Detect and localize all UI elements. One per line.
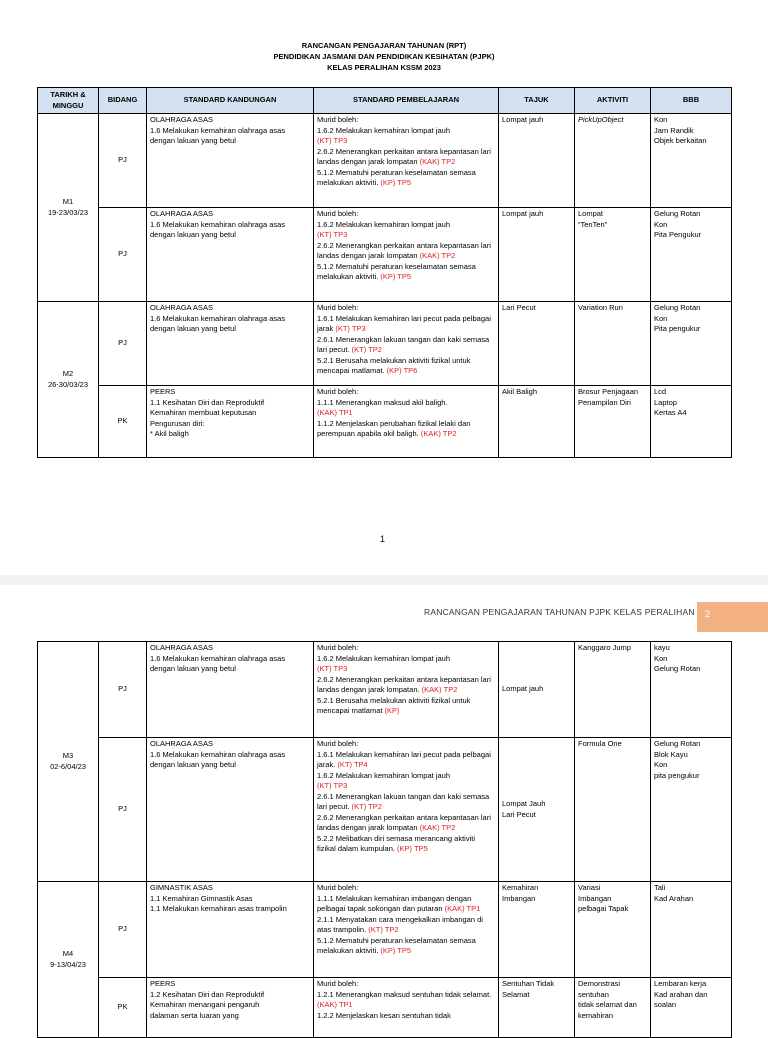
table-row (38, 208, 732, 302)
sk-line: PEERS (150, 979, 176, 988)
bbb-line: Kon (654, 653, 668, 663)
aktiviti-line: Kanggaro Jump (578, 643, 631, 652)
sp-level-tag: (KAK) TP2 (419, 823, 456, 832)
sp-line (317, 1011, 495, 1022)
tajuk-line: Kemahiran (502, 883, 539, 892)
aktiviti-cell (575, 978, 651, 1038)
sk-line: OLAHRAGA ASAS (150, 739, 213, 748)
bbb-line: Jam Randik (654, 125, 694, 135)
sp-level-tag: (KAK) TP2 (419, 157, 456, 166)
sp-level-tag: (KT) TP3 (335, 324, 366, 333)
sp-text: Murid boleh: (317, 115, 359, 124)
sp-line (317, 936, 495, 957)
sp-text: Murid boleh: (317, 303, 359, 312)
aktiviti-line: kemahiran (578, 1010, 614, 1020)
bbb-line: pita pengukur (654, 770, 700, 780)
aktiviti-line: Formula One (578, 739, 622, 748)
sp-line (317, 883, 495, 894)
bbb-line: kayu (654, 643, 670, 652)
aktiviti-cell (575, 882, 651, 978)
bbb-line: Blok Kayu (654, 749, 688, 759)
bbb-line: Gelung Rotan (654, 303, 701, 312)
bidang-cell: PJ (99, 302, 147, 386)
sp-text: 5.2.1 Berusaha melakukan aktiviti fizikal untuk mencapai matlamat (317, 695, 471, 715)
sp-text: 5.1.2 Mematuhi peraturan keselamatan semasa melakukan aktiviti. (317, 261, 476, 281)
sp-text: 5.1.2 Mematuhi peraturan keselamatan semasa melakukan aktiviti. (317, 935, 476, 955)
sp-cell (314, 738, 499, 882)
bbb-cell (651, 302, 732, 386)
header-standard-kandungan: STANDARD KANDUNGAN (147, 88, 314, 114)
bbb-line: Gelung Rotan (654, 209, 701, 218)
sp-level-tag: (KT) TP2 (351, 802, 382, 811)
tajuk-cell (499, 642, 575, 738)
sp-text: 1.6.2 Melakukan kemahiran lompat jauh (317, 219, 450, 229)
bbb-cell (651, 208, 732, 302)
page-divider (0, 575, 768, 585)
aktiviti-line: Variasi (578, 883, 601, 892)
tajuk-cell (499, 386, 575, 458)
sp-level-tag: (KT) TP4 (337, 760, 368, 769)
sp-level-tag: (KAK) TP1 (317, 1000, 353, 1009)
sp-text: 2.1.1 Menyatakan cara mengekalkan imbangan di atas trampolin. (317, 914, 483, 934)
sp-line (317, 771, 495, 782)
sp-text: 1.6.2 Melakukan kemahiran lompat jauh (317, 653, 450, 663)
bbb-cell (651, 114, 732, 208)
week-cell: M1 19-23/03/23 (38, 114, 99, 302)
tajuk-line: Imbangan (502, 893, 536, 903)
sp-line (317, 834, 495, 855)
sp-level-tag: (KT) TP3 (317, 136, 348, 145)
bbb-line: Gelung Rotan (654, 739, 701, 748)
sp-cell (314, 386, 499, 458)
sp-text: Murid boleh: (317, 739, 359, 748)
sp-text: 1.6.2 Melakukan kemahiran lompat jauh (317, 770, 450, 780)
sp-line (317, 356, 495, 377)
sp-line (317, 419, 495, 440)
aktiviti-line: Brosur Penjagaan (578, 387, 639, 396)
tajuk-cell (499, 208, 575, 302)
sp-level-tag: (KP) TP5 (380, 178, 412, 187)
sp-line (317, 894, 495, 915)
header-bidang: BIDANG (99, 88, 147, 114)
sk-line: PEERS (150, 387, 176, 396)
bidang-cell: PJ (99, 114, 147, 208)
sp-level-tag: (KP) TP6 (386, 366, 418, 375)
tajuk-line: Lompat jauh (502, 115, 544, 124)
bbb-line: Lcd (654, 387, 667, 396)
sp-text: 2.6.2 Menerangkan perkaitan antara kepantasan lari landas dengan jarak lompatan (317, 812, 491, 832)
table-row (38, 978, 732, 1038)
sp-text: 2.6.2 Menerangkan perkaitan antara kepantasan lari landas dengan jarak lompatan. (317, 674, 491, 694)
sk-line: Kemahiran menangani pengaruh (150, 1000, 260, 1009)
rpt-table-page1 (37, 87, 732, 458)
bidang-cell: PK (99, 978, 147, 1038)
tajuk-line: Sentuhan Tidak (502, 979, 555, 988)
bbb-line: Kon (654, 115, 668, 124)
sk-cell (147, 642, 314, 738)
sp-text: 2.6.2 Menerangkan perkaitan antara kepantasan lari landas dengan jarak lompatan (317, 146, 491, 166)
bbb-cell (651, 386, 732, 458)
tajuk-line: Selamat (502, 989, 530, 999)
bbb-line: Laptop (654, 397, 677, 407)
aktiviti-line: PickUpObject (578, 115, 624, 124)
sp-level-tag: (KAK) TP2 (419, 251, 456, 260)
bbb-cell (651, 642, 732, 738)
aktiviti-line: tidak selamat dan (578, 1000, 637, 1009)
aktiviti-line: Lompat (578, 209, 604, 218)
sp-level-tag: (KT) TP2 (368, 925, 399, 934)
bbb-line: Kad Arahan (654, 893, 694, 903)
sk-line: * Akil baligh (150, 429, 189, 438)
header-tarikh: TARIKH & MINGGU (38, 88, 99, 114)
document-title (0, 40, 768, 73)
sp-line (317, 209, 495, 220)
sk-line: OLAHRAGA ASAS (150, 209, 213, 218)
sk-line: 1.6 Melakukan kemahiran olahraga asas dengan lakuan yang betul (150, 125, 286, 145)
bbb-line: Gelung Rotan (654, 664, 701, 673)
sk-line: 1.1 Kesihatan Diri dan Reproduktif (150, 397, 265, 407)
sp-text: Murid boleh: (317, 387, 359, 396)
header-aktiviti: AKTIVITI (575, 88, 651, 114)
sp-line (317, 314, 495, 335)
sp-level-tag: (KP) (384, 706, 400, 715)
sp-text: Murid boleh: (317, 643, 359, 652)
table-row (38, 386, 732, 458)
sp-line (317, 230, 495, 241)
bbb-line: Kad arahan dan soalan (654, 989, 708, 1009)
sp-line (317, 750, 495, 771)
sp-line (317, 654, 495, 665)
tajuk-line: Lompat jauh (502, 684, 544, 694)
aktiviti-line: Penampilan Diri (578, 397, 631, 407)
sp-text: 1.2.2 Menjelaskan kesan sentuhan tidak (317, 1010, 451, 1020)
table-row (38, 642, 732, 738)
bbb-cell (651, 978, 732, 1038)
tajuk-line: Lompat Jauh (502, 799, 546, 808)
tajuk-line: Lari Pecut (502, 809, 536, 819)
sk-line: 1.6 Melakukan kemahiran olahraga asas dengan lakuan yang betul (150, 749, 286, 769)
title-line-2: PENDIDIKAN JASMANI DAN PENDIDIKAN KESIHATAN (PJPK) (273, 52, 495, 61)
title-line-3: KELAS PERALIHAN KSSM 2023 (327, 63, 441, 72)
sp-line (317, 147, 495, 168)
sk-cell (147, 302, 314, 386)
sp-level-tag: (KT) TP2 (351, 345, 382, 354)
sk-line: Pengurusan diri: (150, 418, 205, 428)
rpt-table-page2 (37, 641, 732, 1038)
header-bbb: BBB (651, 88, 732, 114)
sp-line (317, 168, 495, 189)
sk-line: 1.1 Melakukan kemahiran asas trampolin (150, 904, 287, 913)
sp-text: 5.2.1 Berusaha melakukan aktiviti fizikal untuk mencapai matlamat. (317, 355, 471, 375)
sp-text: 1.1.1 Melakukan kemahiran imbangan dengan pelbagai tapak sokongan dan putaran (317, 893, 472, 913)
sp-line (317, 990, 495, 1011)
bbb-cell (651, 882, 732, 978)
bbb-cell (651, 738, 732, 882)
sp-level-tag: (KT) TP3 (317, 230, 348, 239)
aktiviti-cell (575, 114, 651, 208)
sp-line (317, 241, 495, 262)
aktiviti-line: Demonstrasi sentuhan (578, 979, 621, 999)
sp-level-tag: (KP) TP5 (380, 272, 412, 281)
aktiviti-cell (575, 642, 651, 738)
sk-line: dalaman serta luaran yang (150, 1010, 239, 1020)
bidang-cell: PJ (99, 642, 147, 738)
tajuk-line: Lompat jauh (502, 209, 544, 218)
sk-line: 1.2 Kesihatan Diri dan Reproduktif (150, 989, 265, 999)
week-cell: M2 26-30/03/23 (38, 302, 99, 458)
sp-cell (314, 208, 499, 302)
table-row (38, 738, 732, 882)
sk-line: OLAHRAGA ASAS (150, 303, 213, 312)
aktiviti-cell (575, 302, 651, 386)
sp-cell (314, 302, 499, 386)
aktiviti-line: Imbangan (578, 893, 612, 903)
aktiviti-line: Variation Run (578, 303, 623, 312)
sk-line: 1.1 Kemahiran Gimnastik Asas (150, 893, 253, 903)
bidang-cell: PJ (99, 208, 147, 302)
sp-text: Murid boleh: (317, 979, 359, 988)
sk-cell (147, 738, 314, 882)
bidang-cell: PK (99, 386, 147, 458)
bbb-line: Objek berkaitan (654, 136, 707, 145)
sp-text: 5.1.2 Mematuhi peraturan keselamatan semasa melakukan aktiviti. (317, 167, 476, 187)
page-number-1: 1 (380, 534, 386, 544)
sk-line: OLAHRAGA ASAS (150, 115, 213, 124)
table-row (38, 114, 732, 208)
sp-line (317, 136, 495, 147)
sp-text: 1.6.1 Melakukan kemahiran lari pecut pada pelbagai jarak. (317, 749, 491, 769)
sp-text: Murid boleh: (317, 883, 359, 892)
sp-line (317, 262, 495, 283)
sp-text: 2.6.1 Menerangkan lakuan tangan dan kaki semasa lari pecut. (317, 791, 490, 811)
sp-line (317, 115, 495, 126)
sk-line: 1.6 Melakukan kemahiran olahraga asas dengan lakuan yang betul (150, 653, 286, 673)
bbb-line: Kertas A4 (654, 408, 687, 417)
bbb-line: Kon (654, 760, 668, 769)
sp-text: 1.1.2 Menjelaskan perubahan fizikal lelaki dan perempuan apabila akil baligh. (317, 418, 471, 438)
tajuk-cell (499, 738, 575, 882)
sp-cell (314, 642, 499, 738)
sp-level-tag: (KAK) TP1 (317, 408, 353, 417)
sp-level-tag: (KT) TP3 (317, 781, 348, 790)
sk-cell (147, 978, 314, 1038)
sp-line (317, 398, 495, 409)
aktiviti-cell (575, 208, 651, 302)
bbb-line: Kon (654, 313, 668, 323)
sk-cell (147, 882, 314, 978)
sp-line (317, 126, 495, 137)
title-line-1: RANCANGAN PENGAJARAN TAHUNAN (RPT) (301, 41, 467, 50)
page2-running-header: RANCANGAN PENGAJARAN TAHUNAN PJPK KELAS PERALIHAN (424, 607, 695, 617)
sp-cell (314, 978, 499, 1038)
tajuk-cell (499, 882, 575, 978)
header-tajuk: TAJUK (499, 88, 575, 114)
sp-text: 2.6.2 Menerangkan perkaitan antara kepantasan lari landas dengan jarak lompatan (317, 240, 491, 260)
sp-line (317, 387, 495, 398)
sp-line (317, 696, 495, 717)
sp-level-tag: (KT) TP3 (317, 664, 348, 673)
sp-line (317, 643, 495, 654)
sk-line: GIMNASTIK ASAS (150, 883, 213, 892)
sk-line: OLAHRAGA ASAS (150, 643, 213, 652)
sp-line (317, 675, 495, 696)
sp-cell (314, 882, 499, 978)
tajuk-cell (499, 302, 575, 386)
bbb-line: Tali (654, 883, 666, 892)
sp-line (317, 220, 495, 231)
sp-text: 1.2.1 Menerangkan maksud sentuhan tidak selamat. (317, 989, 492, 999)
bbb-line: Pita pengukur (654, 324, 701, 333)
week-cell: M4 9-13/04/23 (38, 882, 99, 1038)
sp-line (317, 979, 495, 990)
sp-line (317, 739, 495, 750)
sp-text: 1.1.1 Menerangkan maksud akil baligh. (317, 397, 448, 407)
sp-line (317, 915, 495, 936)
week-cell: M3 02-6/04/23 (38, 642, 99, 882)
aktiviti-cell (575, 386, 651, 458)
sp-level-tag: (KP) TP5 (397, 844, 428, 853)
sp-text: 2.6.1 Menerangkan lakuan tangan dan kaki semasa lari pecut. (317, 334, 490, 354)
sp-line (317, 303, 495, 314)
sp-line (317, 335, 495, 356)
sp-text: Murid boleh: (317, 209, 359, 218)
sp-level-tag: (KAK) TP2 (420, 429, 457, 438)
bidang-cell: PJ (99, 882, 147, 978)
table-row (38, 882, 732, 978)
sp-line (317, 813, 495, 834)
sk-line: Kemahiran membuat keputusan (150, 408, 257, 417)
sp-line (317, 792, 495, 813)
sk-cell (147, 114, 314, 208)
sp-text: 5.2.2 Melibatkan diri semasa merancang aktiviti fizikal dalam kumpulan. (317, 833, 475, 853)
aktiviti-line: “TenTen” (578, 219, 608, 229)
tajuk-line: Akil Baligh (502, 387, 538, 396)
sp-level-tag: (KAK) TP1 (444, 904, 481, 913)
sp-text: 1.6.2 Melakukan kemahiran lompat jauh (317, 125, 450, 135)
bbb-line: Kon (654, 219, 668, 229)
sp-line (317, 664, 495, 675)
page-number-2: 2 (697, 602, 768, 632)
bidang-cell: PJ (99, 738, 147, 882)
sk-line: 1.6 Melakukan kemahiran olahraga asas dengan lakuan yang betul (150, 219, 286, 239)
sp-text: 1.6.1 Melakukan kemahiran lari pecut pada pelbagai jarak (317, 313, 491, 333)
tajuk-line: Lari Pecut (502, 303, 536, 312)
aktiviti-cell (575, 738, 651, 882)
table-row (38, 302, 732, 386)
sk-line: 1.6 Melakukan kemahiran olahraga asas dengan lakuan yang betul (150, 313, 286, 333)
sp-cell (314, 114, 499, 208)
sp-line (317, 781, 495, 792)
tajuk-cell (499, 978, 575, 1038)
sp-level-tag: (KP) TP5 (380, 946, 412, 955)
sp-level-tag: (KAK) TP2 (421, 685, 458, 694)
bbb-line: Lembaran kerja (654, 979, 707, 988)
aktiviti-line: pelbagai Tapak (578, 904, 629, 913)
header-standard-pembelajaran: STANDARD PEMBELAJARAN (314, 88, 499, 114)
bbb-line: Pita Pengukur (654, 230, 702, 239)
sk-cell (147, 208, 314, 302)
tajuk-cell (499, 114, 575, 208)
sp-line (317, 408, 495, 419)
sk-cell (147, 386, 314, 458)
